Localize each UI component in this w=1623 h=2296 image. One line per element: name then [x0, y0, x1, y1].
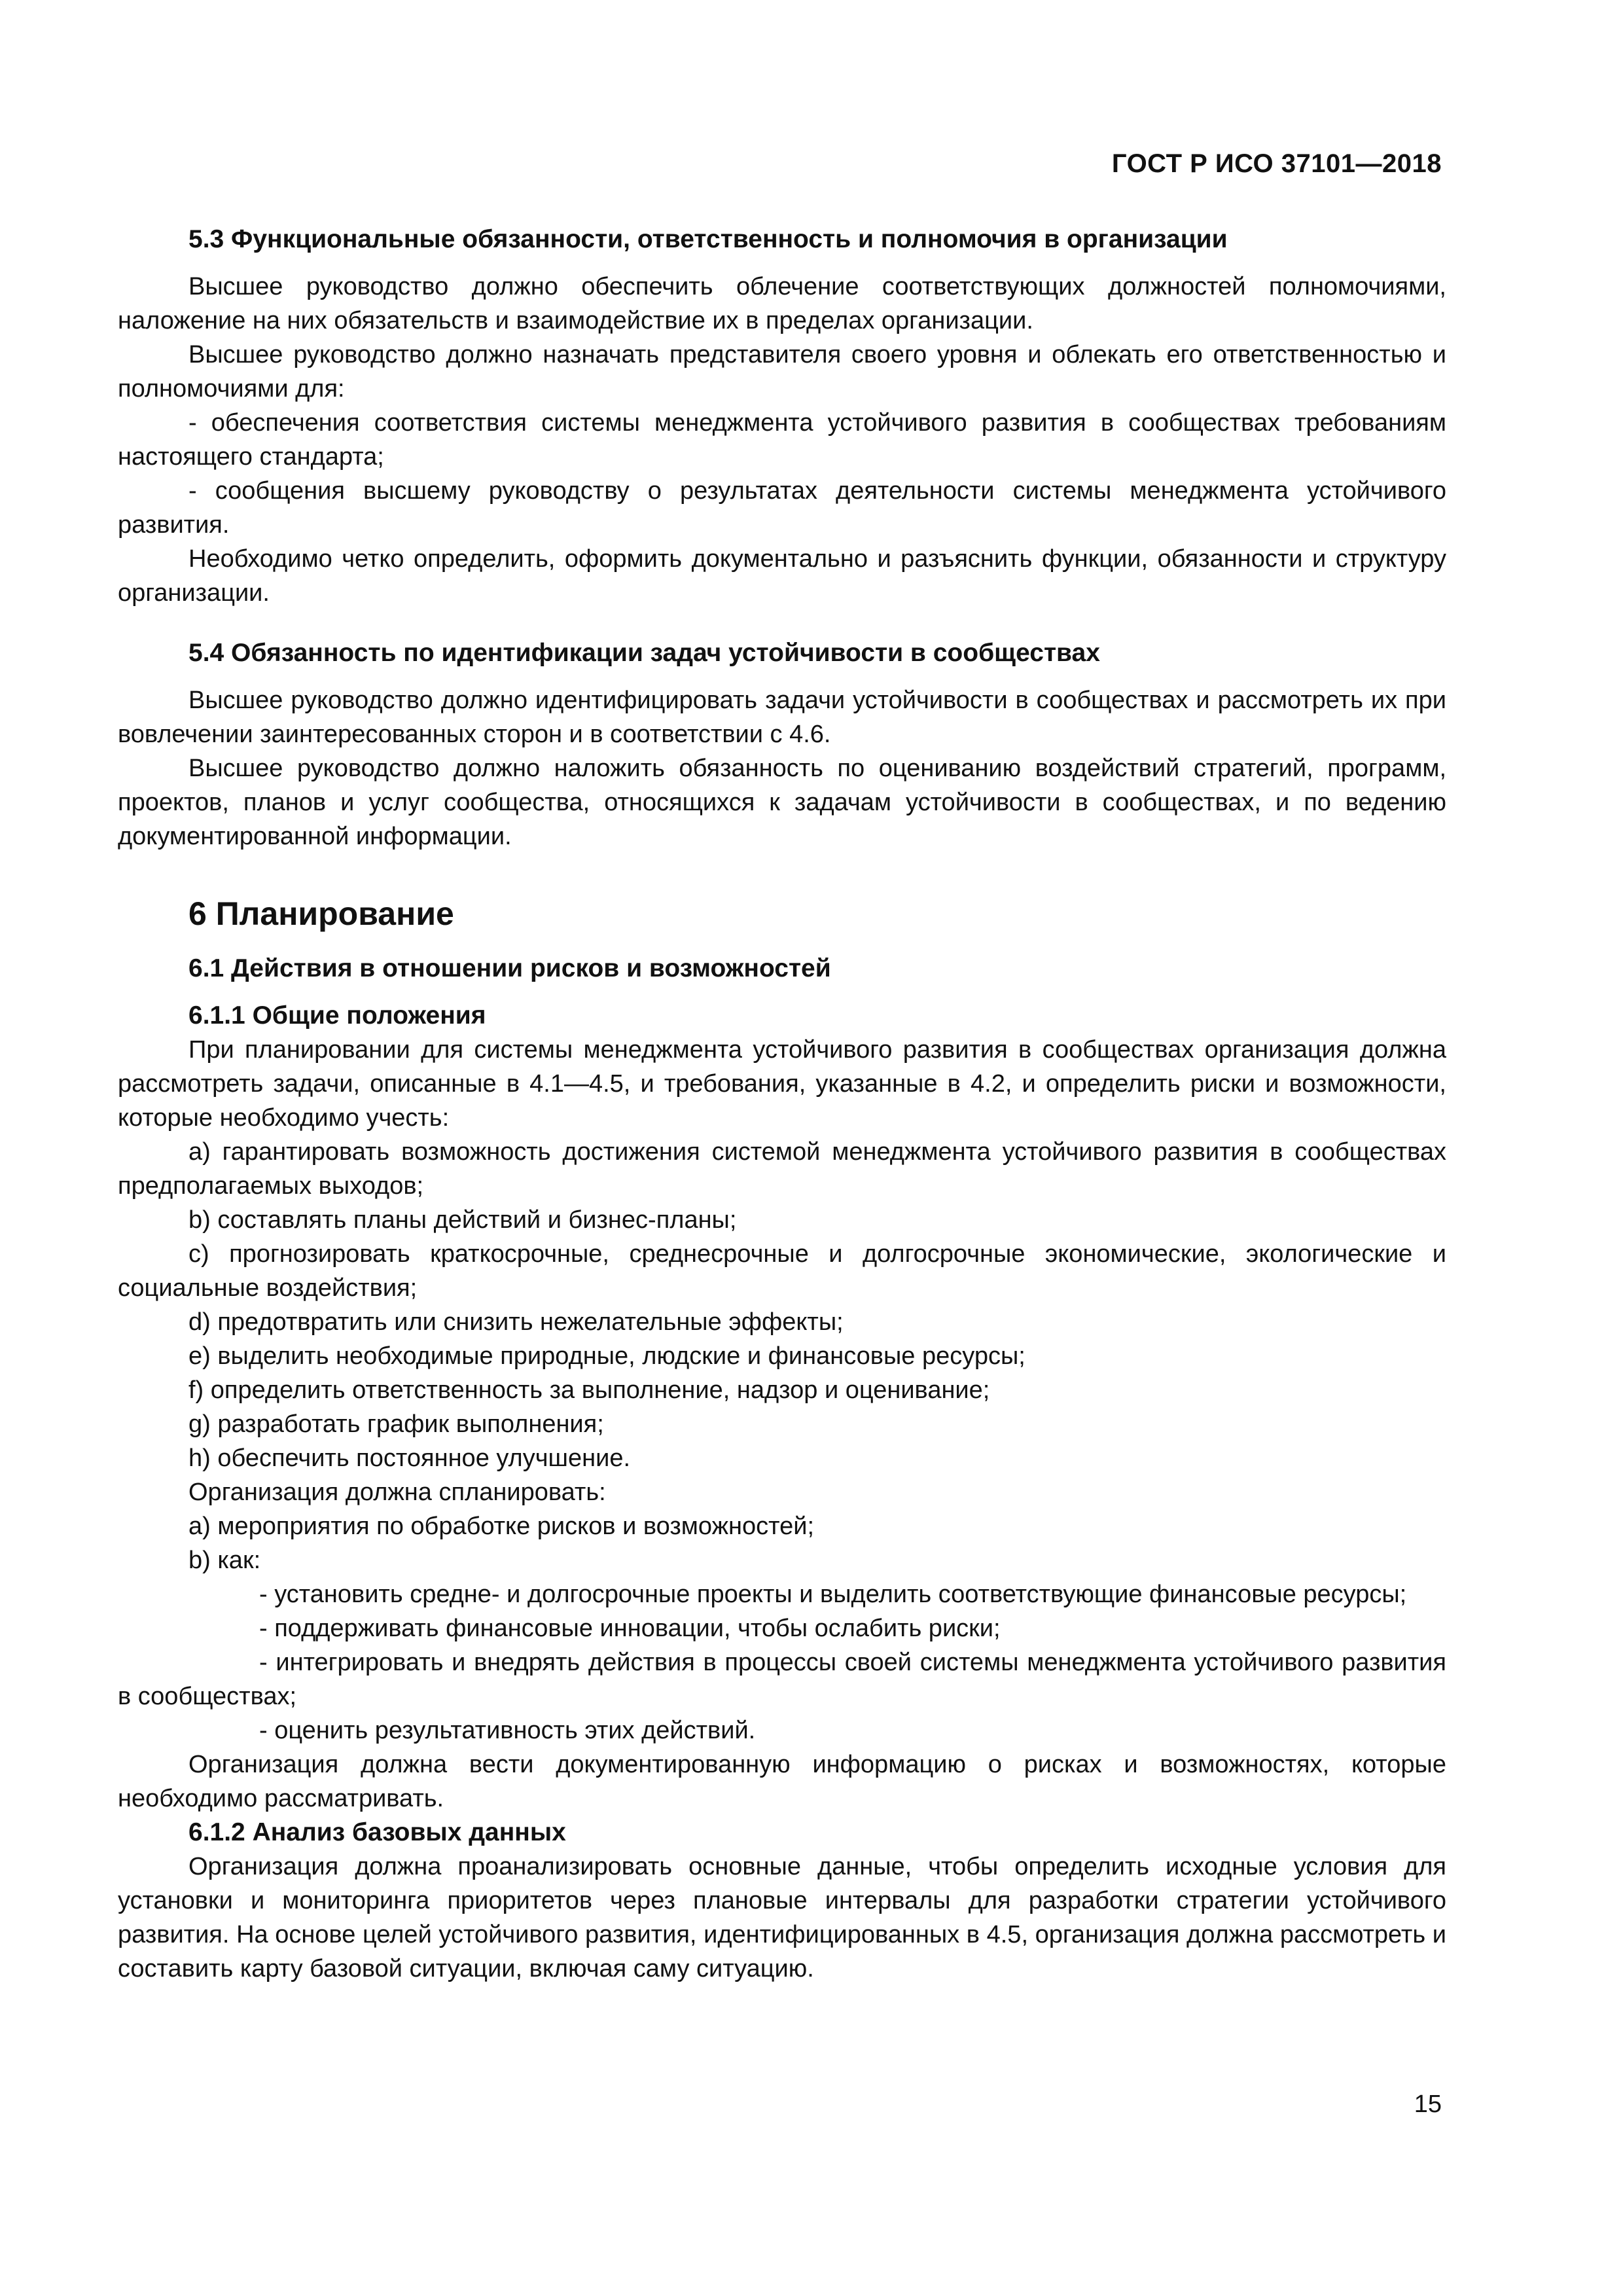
- section-6-1-1-heading: 6.1.1 Общие положения: [188, 1001, 486, 1030]
- plan-sub-item: - интегрировать и внедрять действия в процессы своей системы менеджмента устойчивого развития в сообществах;: [118, 1649, 1446, 1710]
- section-6-1-1-closing: Организация должна вести документированную информацию о рисках и возможностях, которые необходимо рассматривать.: [118, 1751, 1446, 1812]
- list-item: h) обеспечить постоянное улучшение.: [188, 1444, 631, 1472]
- plan-sub-item: - установить средне- и долгосрочные проекты и выделить соответствующие финансовые ресурсы;: [259, 1581, 1407, 1608]
- list-item: b) составлять планы действий и бизнес-планы;: [188, 1206, 737, 1234]
- list-item: e) выделить необходимые природные, людские и финансовые ресурсы;: [188, 1342, 1026, 1370]
- document-code: ГОСТ Р ИСО 37101—2018: [1111, 149, 1442, 178]
- page-content: [118, 223, 1446, 1986]
- section-6-1-heading: 6.1 Действия в отношении рисков и возможностей: [188, 954, 831, 982]
- section-6-1-2-paragraph: Организация должна проанализировать основные данные, чтобы определить исходные условия для установки и мониторинга приоритетов через плановые интервалы для разработки стратегии устойчивого развития. На основе целей устойчивого развития, идентифицированных в 4.5, организация должна рассмотреть и составить карту базовой ситуации, включая саму ситуацию.: [118, 1853, 1446, 1982]
- plan-sub-item: - оценить результативность этих действий.: [259, 1717, 756, 1744]
- section-6-heading: 6 Планирование: [188, 895, 454, 932]
- section-6-1-1-intro: При планировании для системы менеджмента устойчивого развития в сообществах организация должна рассмотреть задачи, описанные в 4.1—4.5, и требования, указанные в 4.2, и определить риски и возможности, которые необходимо учесть:: [118, 1036, 1446, 1132]
- section-5-3-list-item: - обеспечения соответствия системы менеджмента устойчивого развития в сообществах требованиям настоящего стандарта;: [118, 409, 1446, 471]
- page-number: 15: [1414, 2090, 1442, 2118]
- section-5-3-list-item: - сообщения высшему руководству о результатах деятельности системы менеджмента устойчивого развития.: [118, 477, 1446, 539]
- list-item: f) определить ответственность за выполнение, надзор и оценивание;: [188, 1376, 990, 1404]
- plan-list-item: b) как:: [188, 1547, 261, 1574]
- section-6-1-2-heading: 6.1.2 Анализ базовых данных: [188, 1818, 566, 1846]
- section-5-4-heading: 5.4 Обязанность по идентификации задач устойчивости в сообществах: [188, 639, 1100, 667]
- plan-list-item: a) мероприятия по обработке рисков и возможностей;: [188, 1513, 815, 1540]
- plan-intro: Организация должна спланировать:: [188, 1479, 606, 1506]
- section-5-3-paragraph: Высшее руководство должно обеспечить облечение соответствующих должностей полномочиями, наложение на них обязательств и взаимодействие их в пределах организации.: [118, 273, 1446, 334]
- section-5-3-heading: 5.3 Функциональные обязанности, ответственность и полномочия в организации: [188, 225, 1228, 253]
- section-5-4-paragraph: Высшее руководство должно идентифицировать задачи устойчивости в сообществах и рассмотреть их при вовлечении заинтересованных сторон и в соответствии с 4.6.: [118, 687, 1446, 748]
- section-5-4-paragraph: Высшее руководство должно наложить обязанность по оцениванию воздействий стратегий, программ, проектов, планов и услуг сообщества, относящихся к задачам устойчивости в сообществах, и по ведению документированной информации.: [118, 755, 1446, 850]
- list-item: d) предотвратить или снизить нежелательные эффекты;: [188, 1308, 844, 1336]
- plan-sub-item: - поддерживать финансовые инновации, чтобы ослабить риски;: [259, 1615, 1001, 1642]
- list-item: c) прогнозировать краткосрочные, среднесрочные и долгосрочные экономические, экологические и социальные воздействия;: [118, 1240, 1446, 1302]
- section-5-3-paragraph: Необходимо четко определить, оформить документально и разъяснить функции, обязанности и структуру организации.: [118, 545, 1446, 607]
- list-item: g) разработать график выполнения;: [188, 1410, 604, 1438]
- section-5-3-paragraph: Высшее руководство должно назначать представителя своего уровня и облекать его ответственностью и полномочиями для:: [118, 341, 1446, 403]
- list-item: a) гарантировать возможность достижения системой менеджмента устойчивого развития в сообществах предполагаемых выходов;: [118, 1138, 1446, 1200]
